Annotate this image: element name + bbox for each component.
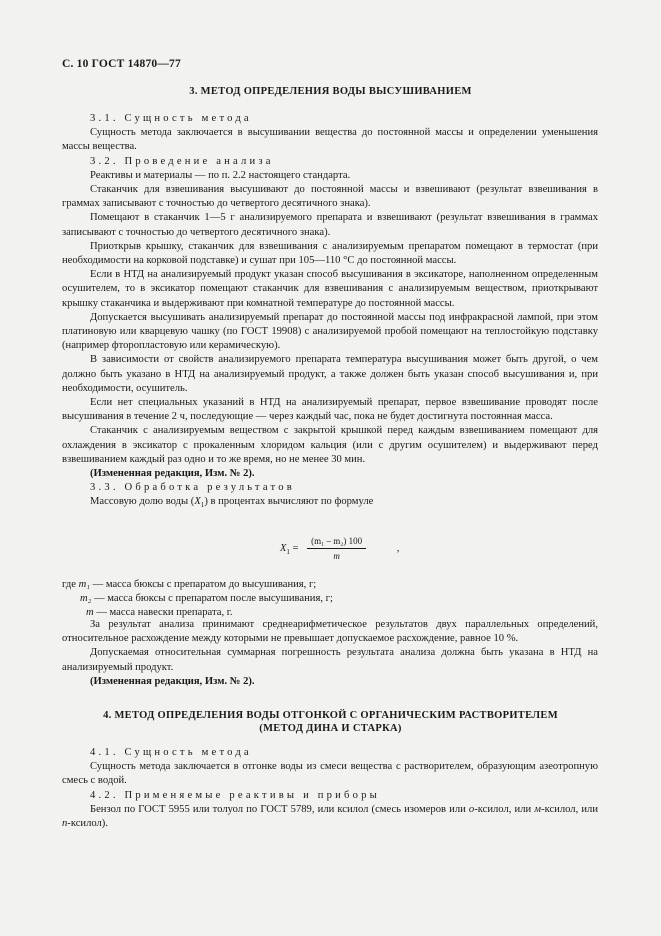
section-3-title: 3. МЕТОД ОПРЕДЕЛЕНИЯ ВОДЫ ВЫСУШИВАНИЕМ <box>189 86 472 97</box>
subsection-4-2-heading: 4.2. Применяемые реактивы и приборы <box>90 789 380 801</box>
page-header: С. 10 ГОСТ 14870—77 <box>62 58 181 70</box>
section-4-title: 4. МЕТОД ОПРЕДЕЛЕНИЯ ВОДЫ ОТГОНКОЙ С ОРГАНИЧЕСКИМ РАСТВОРИТЕЛЕМ <box>103 710 558 721</box>
paragraph: Допускается высушивать анализируемый препарат до постоянной массы под инфракрасной лампой, при этом платиновую или кварцевую чашку (по ГОСТ 19908) с анализируемой пробой помещают на теплостойкую подставку (например фторопластовую или керамическую). <box>62 311 598 352</box>
definition-m: m — масса навески препарата, г. <box>86 607 233 619</box>
formula-denominator: m <box>333 551 340 561</box>
paragraph: Сущность метода заключается в отгонке воды из смеси вещества с растворителем, образующим азеотропную смесь с водой. <box>62 761 598 787</box>
formula-intro: Массовую долю воды $(X_1)$ в процентах вычисляют по формуле <box>90 496 374 510</box>
paragraph: Стаканчик с анализируемым веществом с закрытой крышкой перед каждым взвешиванием помещают для охлаждения в эксикатор с прокаленным хлоридом кальция (или с другим осушителем) и выдерживают перед взвешиванием каждый раз одно и то же время, но не менее 30 мин. <box>62 425 598 465</box>
subsection-3-3-heading: 3.3. Обработка результатов <box>90 482 295 494</box>
paragraph: Помещают в стаканчик 1—5 г анализируемого препарата и взвешивают (результат взвешивания в граммах записывают с точностью до четвертого десятичного знака). <box>62 212 598 238</box>
paragraph: За результат анализа принимают среднеарифметическое результатов двух параллельных определений, относительное расхождение между которыми не превышает допускаемое расхождение, равное 10 %. <box>62 619 598 645</box>
section-3-results <box>62 618 598 689</box>
section-4-body <box>62 746 598 831</box>
paragraph: Бензол по ГОСТ 5955 или толуол по ГОСТ 5789, или ксилол (смесь изомеров или о-ксилол, или м-ксилол, или п-ксилол). <box>62 803 598 830</box>
formula-definitions <box>62 578 333 621</box>
subsection-4-1-heading: 4.1. Сущность метода <box>90 747 252 758</box>
formula-fraction <box>307 536 366 561</box>
subsection-3-1-heading: 3.1. Сущность метода <box>90 113 252 124</box>
paragraph: Приоткрыв крышку, стаканчик для взвешивания с анализируемым препаратом помещают в термостат (при необходимости на корковой подставке) и сушат при 105—110 °С до постоянной массы. <box>62 240 598 267</box>
paragraph: Реактивы и материалы — по п. 2.2 настоящего стандарта. <box>90 169 351 181</box>
paragraph: Если в НТД на анализируемый продукт указан способ высушивания в эксикаторе, наполненном определенным осушителем, то в эксикатор помещают стаканчик для взвешивания с анализируемым веществом, приоткрывают крышку стаканчика и выдерживают при комнатной температуре до постоянной массы. <box>62 269 598 309</box>
subsection-3-2-heading: 3.2. Проведение анализа <box>90 155 274 167</box>
definition-m2: m₂ — масса бюксы с препаратом после высушивания, г; <box>80 593 333 605</box>
section-3-body <box>62 112 598 513</box>
paragraph: Допускаемая относительная суммарная погрешность результата анализа должна быть указана в НТД на анализируемый продукт. <box>62 647 598 673</box>
formula-numerator: (m₁ – m₂) 100 <box>307 536 366 549</box>
formula: $X_1$ = $\frac{\text{(m₁ – m₂) 100}}{m}$ , <box>280 536 400 561</box>
paragraph: Если нет специальных указаний в НТД на анализируемый препарат, первое взвешивание проводят после высушивания в течение 2 ч, последующие — через каждый час, пока не будет достигнута постоянная масса. <box>62 397 598 423</box>
formula-comma: , <box>396 542 400 554</box>
paragraph: Сущность метода заключается в высушивании вещества до постоянной массы и определении уменьшения массы вещества. <box>62 127 598 153</box>
paragraph: В зависимости от свойств анализируемого препарата температура высушивания может быть другой, о чем должно быть указано в НТД на анализируемый продукт, а также должен быть указан способ высушивания и, при необходимости, осушитель. <box>62 354 598 394</box>
edition-note: (Измененная редакция, Изм. № 2). <box>90 468 255 480</box>
paragraph: Стаканчик для взвешивания высушивают до постоянной массы и взвешивают (результат взвешивания в граммах записывают с точностью до четвертого десятичного знака). <box>62 184 598 210</box>
definition-m1: где m₁ — масса бюксы с препаратом до высушивания, г; <box>62 579 317 590</box>
section-4-subtitle: (МЕТОД ДИНА И СТАРКА) <box>259 723 402 734</box>
edition-note: (Измененная редакция, Изм. № 2). <box>90 675 255 687</box>
